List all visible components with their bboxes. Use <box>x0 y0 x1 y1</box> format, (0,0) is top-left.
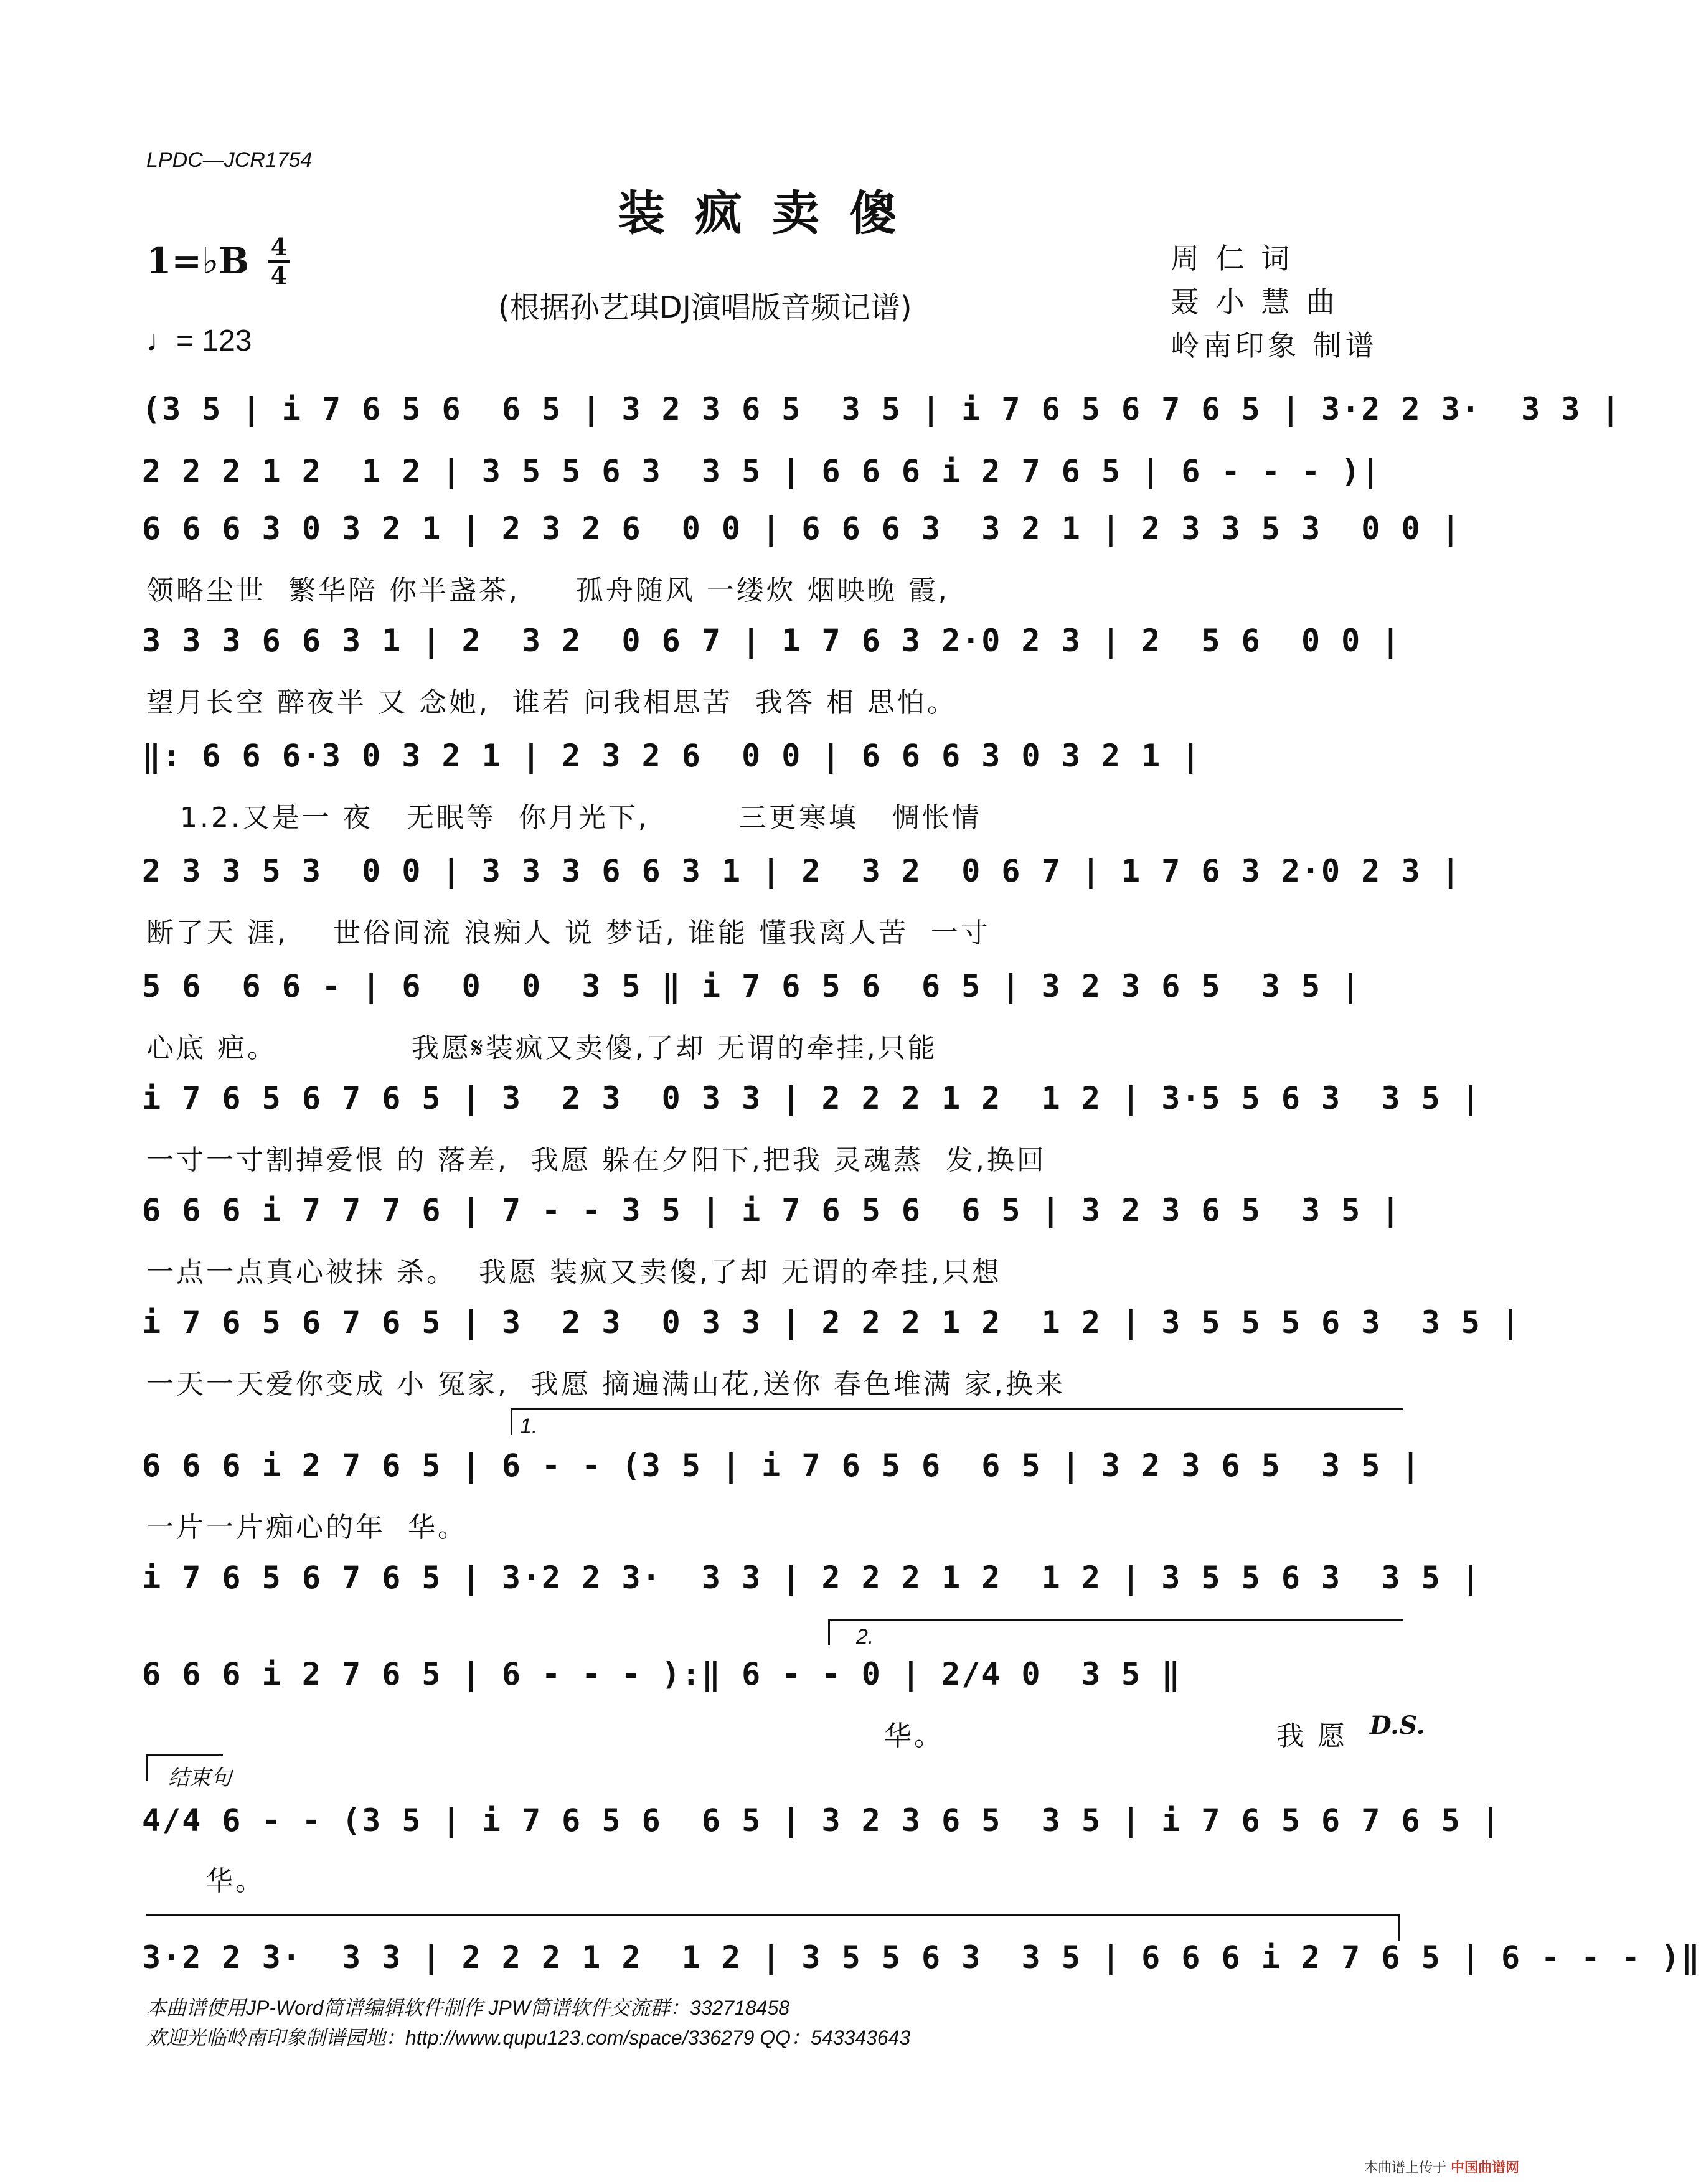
score-code: LPDC—JCR1754 <box>146 148 313 172</box>
notation-line-7: 5 6 6 6 - | 6 0 0 3 5 ‖ i 7 6 5 6 6 5 | 3 2 3 6 5 3 5 | <box>142 968 1362 1004</box>
dal-segno-mark: D.S. <box>1370 1711 1425 1740</box>
notation-line-15: 3·2 2 3· 3 3 | 2 2 2 1 2 1 2 | 3 5 5 6 3 3 5 | 6 6 6 i 2 7 6 5 | 6 - - - )‖ <box>142 1939 1701 1975</box>
credits <box>1171 237 1378 367</box>
lyrics-line-5: 1.2.又是一 夜 无眠等 你月光下, 三更寒填 惆怅情 <box>146 802 982 834</box>
lyrics-line-8: 一寸一寸割掉爱恨 的 落差, 我愿 躲在夕阳下,把我 灵魂蒸 发,换回 <box>146 1144 1047 1176</box>
credit-score: 岭南印象 制谱 <box>1171 329 1378 362</box>
lyrics-line-7: 心底 疤。 我愿𝄋装疯又卖傻,了却 无谓的牵挂,只能 <box>146 1032 938 1064</box>
credit-lyrics: 周 仁 词 <box>1171 242 1294 275</box>
lyrics-line-13a: 华。 <box>884 1720 944 1752</box>
notation-line-6: 2 3 3 5 3 0 0 | 3 3 3 6 6 3 1 | 2 3 2 0 6 7 | 1 7 6 3 2·0 2 3 | <box>142 853 1461 889</box>
lyrics-line-9: 一点一点真心被抹 杀。 我愿 装疯又卖傻,了却 无谓的牵挂,只想 <box>146 1256 1002 1288</box>
notation-line-14: 4/4 6 - - (3 5 | i 7 6 5 6 6 5 | 3 2 3 6 5 3 5 | i 7 6 5 6 7 6 5 | <box>142 1802 1501 1838</box>
second-ending-bracket <box>828 1619 1403 1645</box>
subtitle: (根据孙艺琪DJ演唱版音频记谱) <box>498 290 912 325</box>
time-top: 4 <box>270 233 288 261</box>
song-title: 装疯卖傻 <box>618 186 926 241</box>
time-signature <box>268 235 290 288</box>
notation-line-11: 6 6 6 i 2 7 6 5 | 6 - - (3 5 | i 7 6 5 6 6 5 | 3 2 3 6 5 3 5 | <box>142 1447 1421 1484</box>
lyrics-line-3: 领略尘世 繁华陪 你半盏茶, 孤舟随风 一缕炊 烟映晚 霞, <box>146 575 949 606</box>
footer-line-2: 欢迎光临岭南印象制谱园地：http://www.qupu123.com/space/336279 QQ：543343643 <box>146 2026 911 2049</box>
notation-line-4: 3 3 3 6 6 3 1 | 2 3 2 0 6 7 | 1 7 6 3 2·0 2 3 | 2 5 6 0 0 | <box>142 623 1402 659</box>
notation-line-1: (3 5 | i 7 6 5 6 6 5 | 3 2 3 6 5 3 5 | i 7 6 5 6 7 6 5 | 3·2 2 3· 3 3 | <box>142 391 1621 427</box>
notation-line-8: i 7 6 5 6 7 6 5 | 3 2 3 0 3 3 | 2 2 2 1 2 1 2 | 3·5 5 6 3 3 5 | <box>142 1080 1481 1116</box>
coda-label: 结束句 <box>168 1766 232 1790</box>
notation-line-5: ‖: 6 6 6·3 0 3 2 1 | 2 3 2 6 0 0 | 6 6 6 3 0 3 2 1 | <box>142 738 1202 774</box>
notation-line-9: 6 6 6 i 7 7 7 6 | 7 - - 3 5 | i 7 6 5 6 6 5 | 3 2 3 6 5 3 5 | <box>142 1192 1402 1228</box>
footer-line-1: 本曲谱使用JP-Word简谱编辑软件制作 JPW简谱软件交流群：332718458 <box>146 1997 790 2019</box>
notation-line-10: i 7 6 5 6 7 6 5 | 3 2 3 0 3 3 | 2 2 2 1 2 1 2 | 3 5 5 5 6 3 3 5 | <box>142 1304 1522 1340</box>
notation-line-13: 6 6 6 i 2 7 6 5 | 6 - - - ):‖ 6 - - 0 | 2/4 0 3 5 ‖ <box>142 1656 1182 1692</box>
notation-line-3: 6 6 6 3 0 3 2 1 | 2 3 2 6 0 0 | 6 6 6 3 3 2 1 | 2 3 3 5 3 0 0 | <box>142 511 1461 547</box>
time-bottom: 4 <box>270 261 288 289</box>
site-logo: 中国曲谱网 <box>1450 2160 1519 2176</box>
lyrics-line-13b: 我 愿 <box>1276 1720 1347 1752</box>
second-ending-label: 2. <box>856 1625 874 1649</box>
upload-text: 本曲谱上传于 <box>1364 2160 1446 2176</box>
notation-line-2: 2 2 2 1 2 1 2 | 3 5 5 6 3 3 5 | 6 6 6 i 2 7 6 5 | 6 - - - )| <box>142 453 1382 489</box>
lyrics-line-14: 华。 <box>205 1865 265 1897</box>
tempo-marking: ♩= 123 <box>146 324 252 357</box>
lyrics-line-6: 断了天 涯, 世俗间流 浪痴人 说 梦话, 谁能 懂我离人苦 一寸 <box>146 917 991 949</box>
upload-notice <box>1364 2157 1519 2177</box>
lyrics-line-10: 一天一天爱你变成 小 冤家, 我愿 摘遍满山花,送你 春色堆满 家,换来 <box>146 1368 1065 1400</box>
lyrics-line-11: 一片一片痴心的年 华。 <box>146 1512 468 1543</box>
key-signature: 1=♭B <box>146 240 250 282</box>
coda-end-bracket <box>146 1914 1400 1941</box>
notation-line-12: i 7 6 5 6 7 6 5 | 3·2 2 3· 3 3 | 2 2 2 1 2 1 2 | 3 5 5 6 3 3 5 | <box>142 1560 1481 1596</box>
lyrics-line-4: 望月长空 醉夜半 又 念她, 谁若 问我相思苦 我答 相 思怕。 <box>146 687 957 718</box>
first-ending-bracket <box>511 1408 1403 1435</box>
first-ending-label: 1. <box>520 1414 538 1438</box>
credit-music: 聂 小 慧 曲 <box>1171 285 1339 319</box>
